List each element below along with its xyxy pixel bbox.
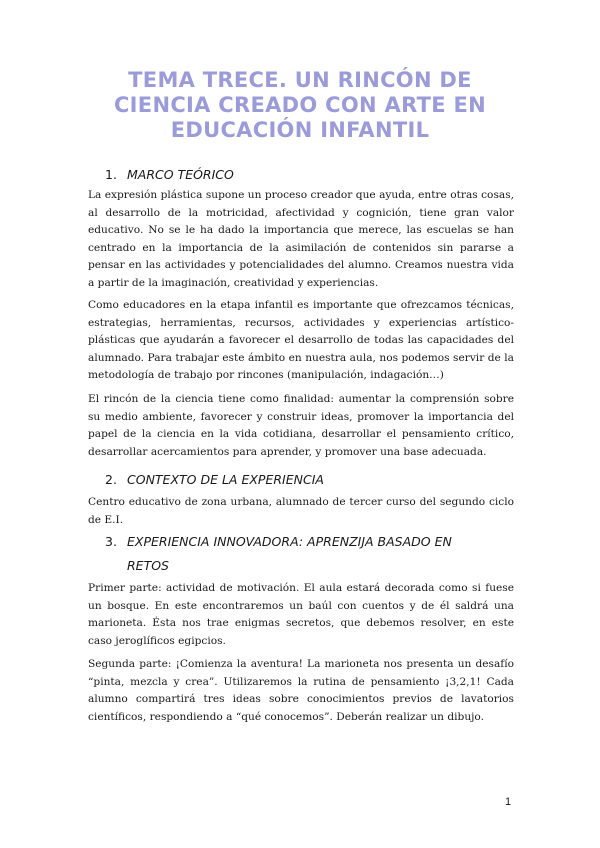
section-heading-experiencia-continued	[127, 554, 169, 578]
paragraph: El rincón de la ciencia tiene como finalidad: aumentar la comprensión sobre su medio ambiente, favorecer y construir ideas, promover la importancia del papel de la ciencia en la vida cotidiana, desarrollar el pensamiento crítico, desarrollar acercamientos para aprender, y promover una base adecuada.	[88, 393, 514, 458]
section-title-continued: RETOS	[127, 558, 169, 573]
paragraph: Segunda parte: ¡Comienza la aventura! La marioneta nos presenta un desafío “pinta, mezcla y crea”. Utilizaremos la rutina de pensamiento ¡3,2,1! Cada alumno compartirá tres ideas sobre conocimientos previos de lavatorios científicos, respondiendo a “qué conocemos”. Deberán realizar un dibujo.	[88, 658, 514, 723]
paragraph: Centro educativo de zona urbana, alumnado de tercer curso del segundo ciclo de E.I.	[88, 496, 514, 526]
page-number: 1	[505, 796, 512, 808]
paragraph: Primer parte: actividad de motivación. El aula estará decorada como si fuese un bosque. En este encontraremos un baúl con cuentos y de él saldrá una marioneta. Ésta nos trae enigmas secretos, que debemos resolver, en este caso jeroglíficos egipcios.	[88, 582, 514, 647]
section-title: CONTEXTO DE LA EXPERIENCIA	[127, 472, 324, 487]
paragraph: La expresión plástica supone un proceso creador que ayuda, entre otras cosas, al desarrollo de la motricidad, afectividad y cognición, tiene gran valor educativo. No se le ha dado la importancia que merece, las escuelas se han centrado en la importancia de la asimilación de contenidos sin pararse a pensar en las actividades y potencialidades del alumno. Creamos nuestra vida a partir de la imaginación, creatividad y experiencias.	[88, 189, 514, 289]
section-number: 2.	[105, 472, 117, 487]
section-heading-experiencia	[105, 530, 452, 554]
paragraph: Como educadores en la etapa infantil es importante que ofrezcamos técnicas, estrategias, herramientas, recursos, actividades y experiencias artístico-plásticas que ayudarán a favorecer el desarrollo de todas las capacidades del alumnado. Para trabajar este ámbito en nuestra aula, nos podemos servir de la metodología de trabajo por rincones (manipulación, indagación…)	[88, 299, 514, 382]
section-number: 3.	[105, 534, 117, 549]
section-title: MARCO TEÓRICO	[127, 167, 234, 182]
section-heading-contexto	[105, 468, 324, 492]
section-number: 1.	[105, 167, 117, 182]
section-title: EXPERIENCIA INNOVADORA: APRENZIJA BASADO EN	[127, 534, 452, 549]
section-heading-marco-teorico	[105, 163, 234, 187]
document-title: TEMA TRECE. UN RINCÓN DE CIENCIA CREADO CON ARTE EN EDUCACIÓN INFANTIL	[113, 68, 487, 142]
